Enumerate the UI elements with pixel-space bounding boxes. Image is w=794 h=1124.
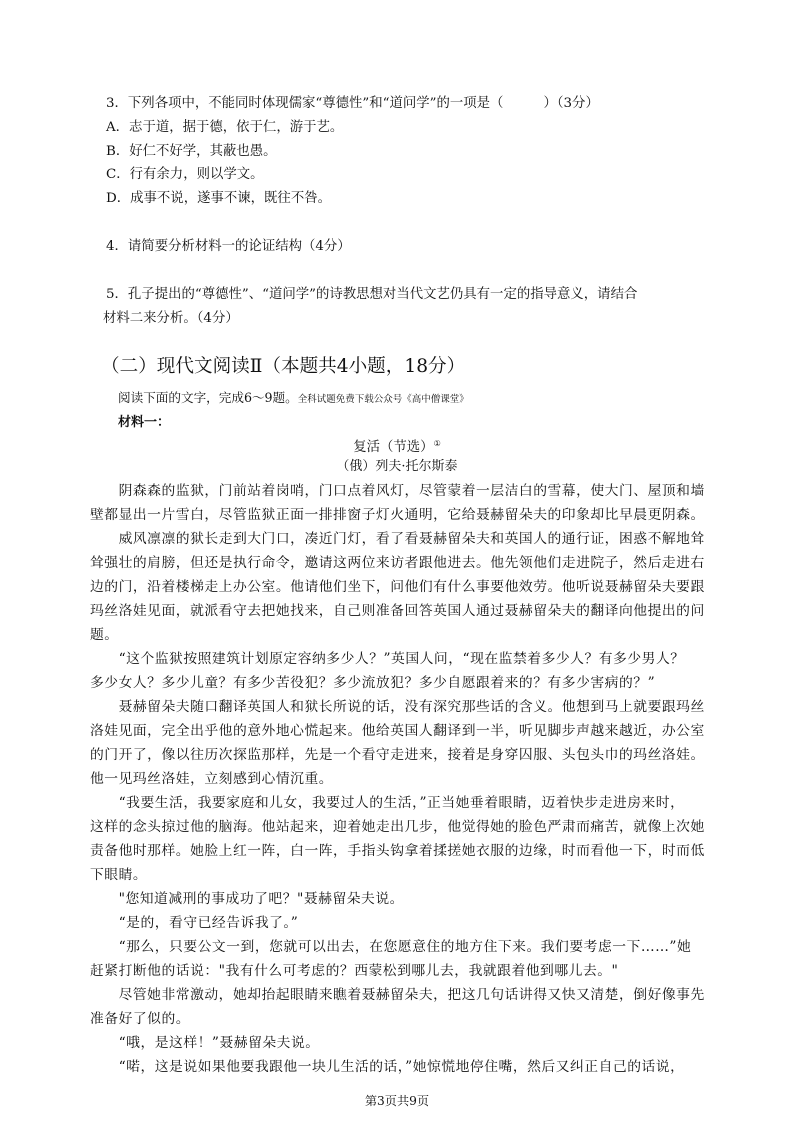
passage-line: 准备好了似的。 xyxy=(90,1011,191,1027)
instruction-text: 阅读下面的文字，完成6～9题。 xyxy=(118,390,298,405)
passage-title-text: 复活（节选） xyxy=(353,440,434,455)
passage-line: 下眼睛。 xyxy=(90,867,148,883)
passage-line: 聂赫留朵夫随口翻译英国人和狱长所说的话，没有深究那些话的含义。他想到马上就要跟玛丝 xyxy=(90,699,705,715)
passage-line: 这样的念头掠过他的脑海。他站起来，迎着她走出几步，他觉得她的脸色严肃而痛苦，就像上次她 xyxy=(90,819,705,835)
passage-line: 题。 xyxy=(90,627,119,643)
passage-line: "您知道减刑的事成功了吧？"聂赫留朵夫说。 xyxy=(90,891,404,907)
passage-line: 威风凛凛的狱长走到大门口，凑近门灯，看了看聂赫留朵夫和英国人的通行证，困惑不解地耸 xyxy=(90,531,705,547)
passage-line: 尽管她非常激动，她却抬起眼睛来瞧着聂赫留朵夫，把这几句话讲得又快又清楚，倒好像事先 xyxy=(90,987,705,1003)
passage-line: 赶紧打断他的话说："我有什么可考虑的？西蒙松到哪儿去，我就跟着他到哪儿去。" xyxy=(90,963,619,979)
passage-line: 的门开了，像以往历次探监那样，先是一个看守走进来，接着是身穿囚服、头包头巾的玛丝洛娃。 xyxy=(90,747,705,763)
option-c: C．行有余力，则以学文。 xyxy=(106,167,264,182)
passage-line: 边的门，沿着楼梯走上办公室。他请他们坐下，问他们有什么事要他效劳。他听说聂赫留朵夫要跟 xyxy=(90,579,705,595)
passage-line: “喏，这是说如果他要我跟他一块儿生活的话，”她惊慌地停住嘴，然后又纠正自己的话说， xyxy=(90,1059,685,1075)
reading-instruction xyxy=(118,392,469,405)
passage-line: 他一见玛丝洛娃，立刻感到心情沉重。 xyxy=(90,771,334,787)
passage-line: 壁都显出一片雪白，尽管监狱正面一排排窗子灯火通明，它给聂赫留朵夫的印象却比早晨更阴森。 xyxy=(90,507,705,523)
ad-note: 全科试题免费下载公众号《高中僧课堂》 xyxy=(297,394,469,405)
option-a: A．志于道，据于德，依于仁，游于艺。 xyxy=(106,120,344,135)
footnote-marker: ① xyxy=(433,439,441,448)
question-5-line-2: 材料二来分析。（4分） xyxy=(103,311,239,326)
question-5-line-1: 5．孔子提出的“尊德性”、“道问学”的诗教思想对当代文艺仍具有一定的指导意义，请结合 xyxy=(106,287,638,302)
passage-line: 多少女人？多少儿童？有多少苦役犯？多少流放犯？多少自愿跟着来的？有多少害病的？” xyxy=(90,675,656,691)
passage-author: （俄）列夫·托尔斯泰 xyxy=(336,459,458,474)
question-3-points: ）（3分） xyxy=(543,96,599,111)
material-label: 材料一： xyxy=(118,415,171,430)
passage-title xyxy=(0,440,794,454)
passage-line: 责备他时那样。她脸上红一阵，白一阵，手指头钩拿着揉搓她衣服的边缘，时而看他一下，时而低 xyxy=(90,843,705,859)
question-3 xyxy=(106,97,599,110)
section-heading: （二）现代文阅读Ⅱ（本题共4小题，18分） xyxy=(101,356,466,377)
question-4: 4．请简要分析材料一的论证结构（4分） xyxy=(106,239,351,254)
passage-line: “那么，只要公文一到，您就可以出去，在您愿意住的地方住下来。我们要考虑一下……”她 xyxy=(90,939,692,955)
passage-line: 玛丝洛娃见面，就派看守去把她找来，自己则准备回答英国人通过聂赫留朵夫的翻译向他提出的问 xyxy=(90,603,705,619)
passage-line: 阴森森的监狱，门前站着岗哨，门口点着风灯，尽管蒙着一层洁白的雪幕，使大门、屋顶和墙 xyxy=(90,483,705,499)
passage-line: 耸强壮的肩膀，但还是执行命令，邀请这两位来访者跟他进去。他先领他们走进院子，然后走进右 xyxy=(90,555,705,571)
passage-line: “这个监狱按照建筑计划原定容纳多少人？”英国人问，“现在监禁着多少人？有多少男人？ xyxy=(90,651,685,667)
question-3-text: 3．下列各项中，不能同时体现儒家“尊德性”和“道问学”的一项是（ xyxy=(106,96,504,111)
passage-line: “我要生活，我要家庭和儿女，我要过人的生活，”正当她垂着眼睛，迈着快步走进房来时， xyxy=(90,795,685,811)
passage-line: “是的，看守已经告诉我了。” xyxy=(90,915,299,931)
passage-line: “哦，是这样！”聂赫留朵夫说。 xyxy=(90,1035,320,1051)
passage-line: 洛娃见面，完全出乎他的意外地心慌起来。他给英国人翻译到一半，听见脚步声越来越近，办公室 xyxy=(90,723,705,739)
option-b: B．好仁不好学，其蔽也愚。 xyxy=(106,144,277,159)
option-d: D．成事不说，遂事不谏，既往不咎。 xyxy=(106,191,331,206)
page-number: 第3页共9页 xyxy=(364,1094,430,1108)
